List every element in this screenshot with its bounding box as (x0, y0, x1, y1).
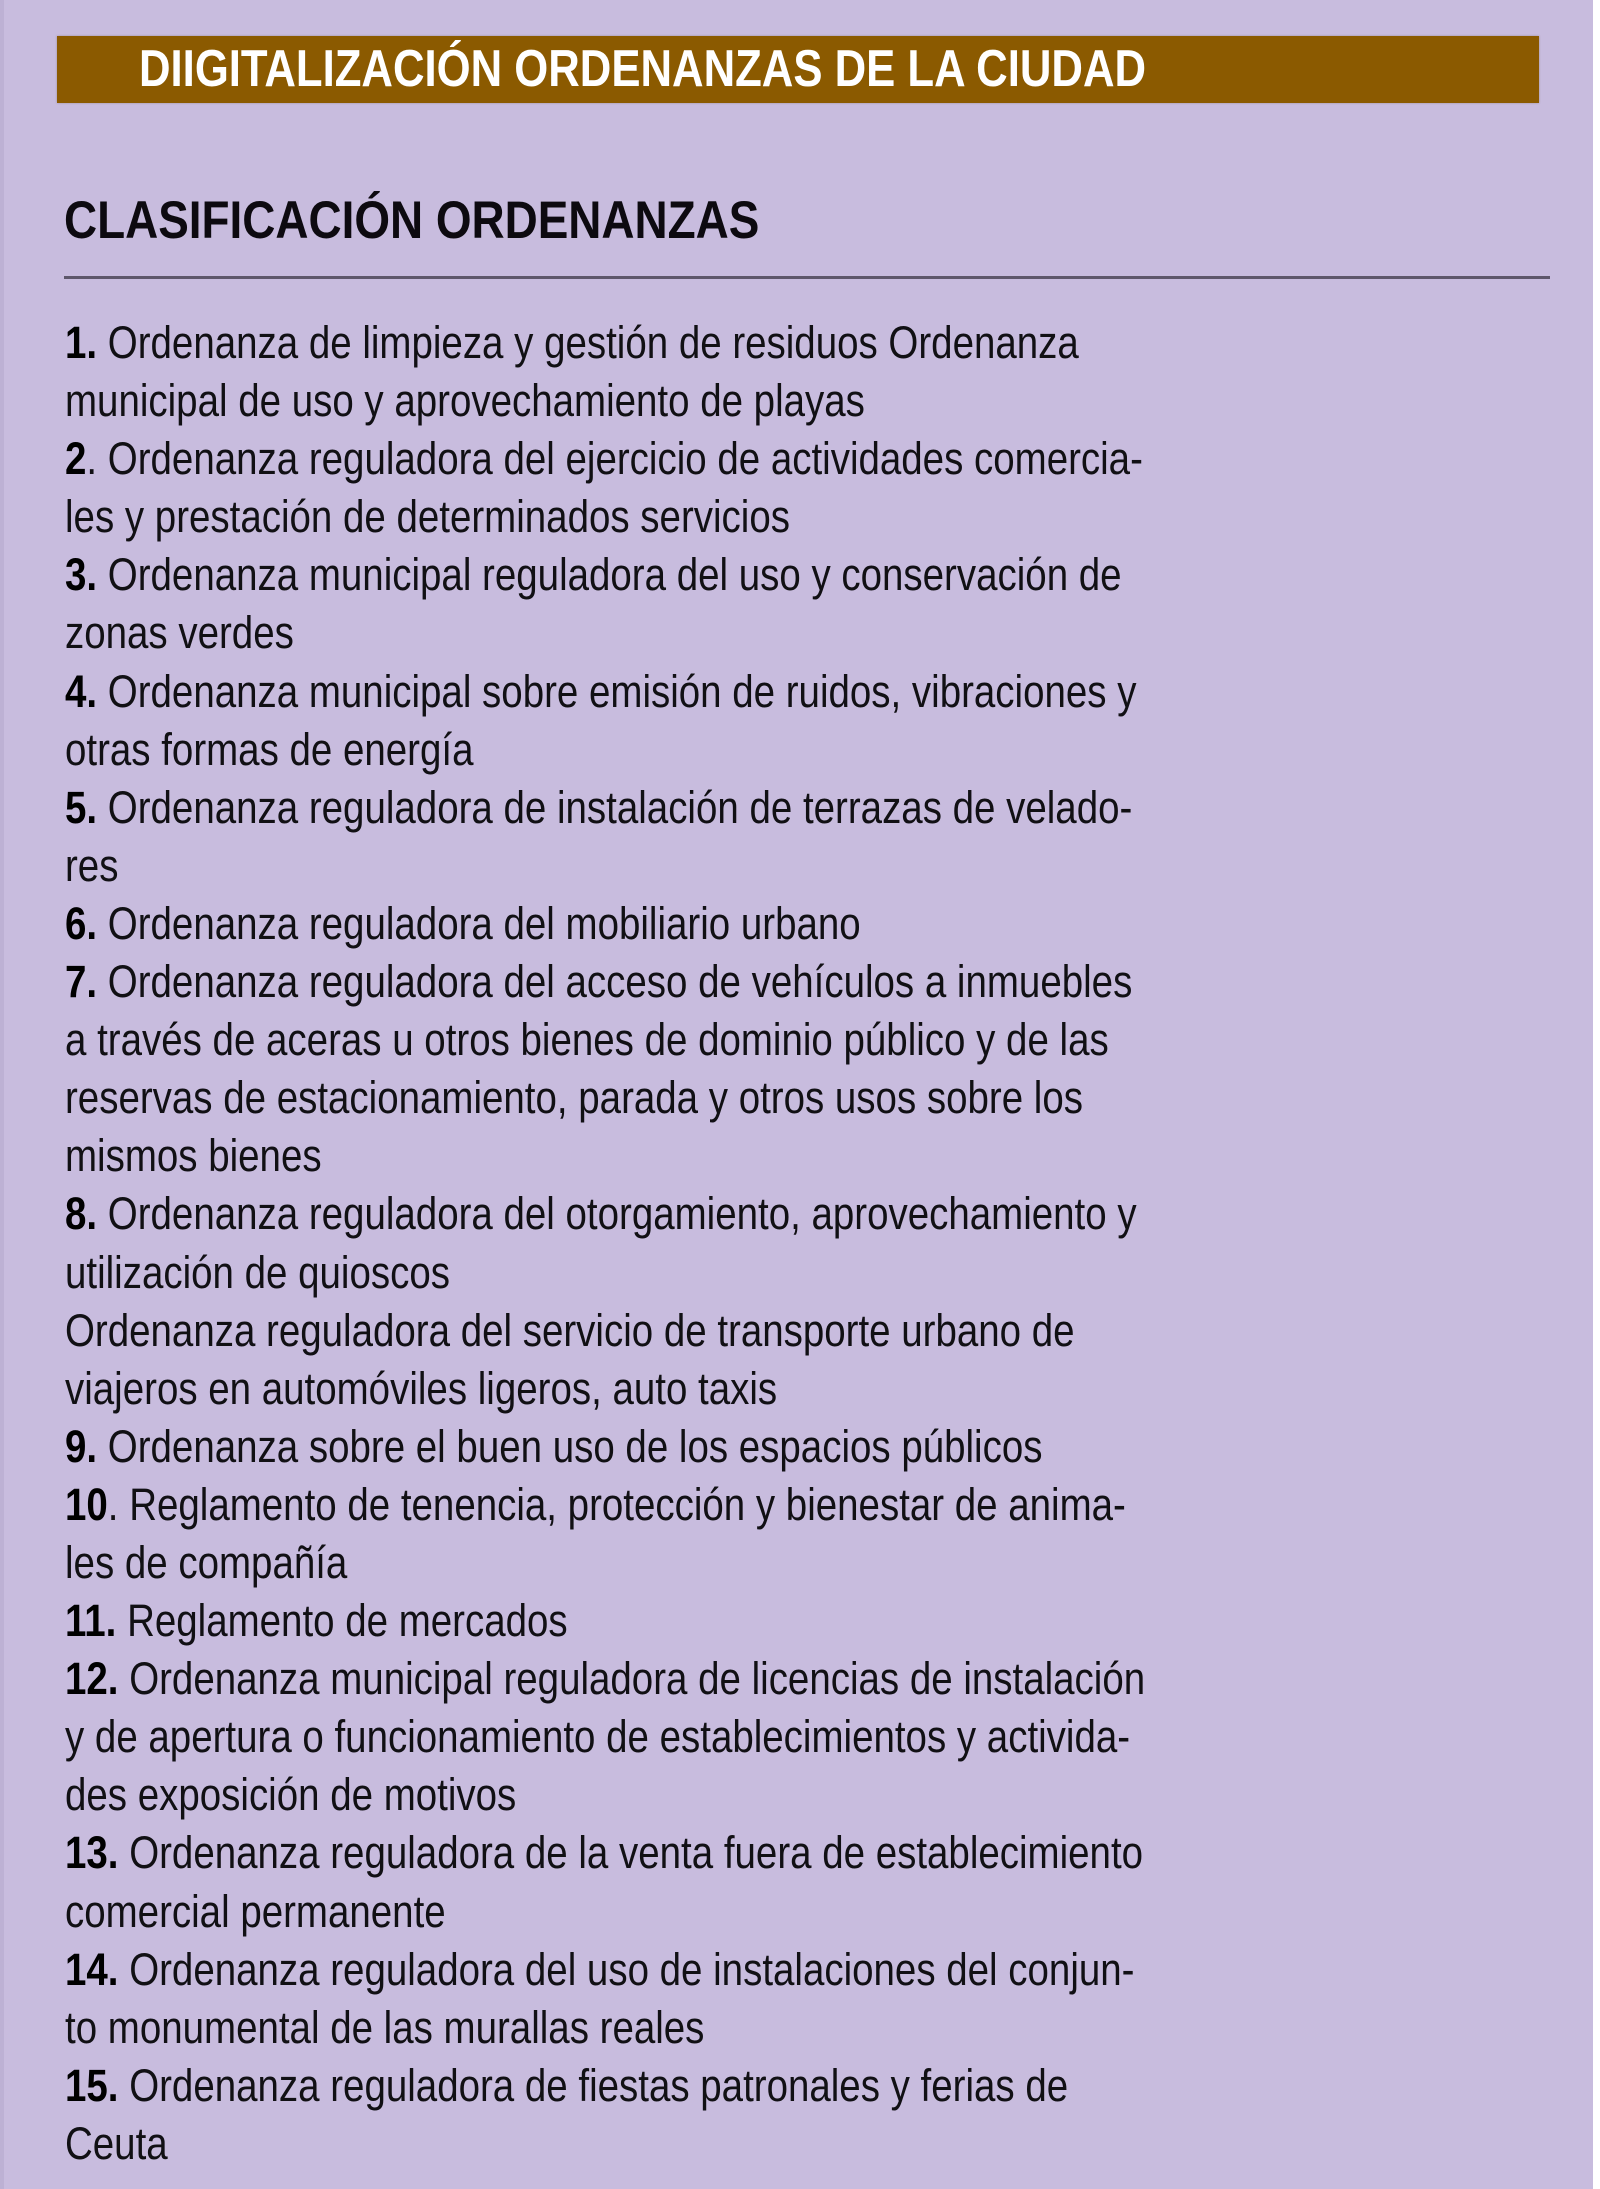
list-item-line: viajeros en automóviles ligeros, auto taxis (65, 1362, 778, 1414)
list-item-line: Ceuta (65, 2117, 168, 2169)
list-item (65, 1592, 1555, 1650)
list-item (65, 2057, 1555, 2173)
item-number: 15 (65, 2059, 108, 2111)
list-item-line: municipal de uso y aprovechamiento de playas (65, 375, 865, 427)
list-item (65, 895, 1555, 953)
item-number: 14 (65, 1943, 108, 1995)
ordinance-list (65, 314, 1555, 2173)
list-item-line: Ordenanza reguladora del servicio de transporte urbano de (65, 1304, 1075, 1356)
list-item-line: res (65, 839, 119, 891)
item-number: 13 (65, 1827, 108, 1879)
list-item (65, 779, 1555, 895)
list-item-line: 5. Ordenanza reguladora de instalación de terrazas de velado- (65, 781, 1133, 833)
list-item-line: mismos bienes (65, 1130, 322, 1182)
list-item (65, 1941, 1555, 2057)
list-item (65, 1476, 1555, 1592)
list-item-line: zonas verdes (65, 607, 294, 659)
list-item-line: 10. Reglamento de tenencia, protección y bienestar de anima- (65, 1478, 1126, 1530)
item-number: 3 (65, 549, 87, 601)
list-item-line: les de compañía (65, 1536, 348, 1588)
list-item (65, 430, 1555, 546)
list-item-line: 8. Ordenanza reguladora del otorgamiento, aprovechamiento y (65, 1188, 1137, 1240)
list-item-line: 14. Ordenanza reguladora del uso de instalaciones del conjun- (65, 1943, 1135, 1995)
item-number: 10 (65, 1478, 108, 1530)
list-item (65, 953, 1555, 1185)
list-item-line: 9. Ordenanza sobre el buen uso de los espacios públicos (65, 1420, 1043, 1472)
list-item-line: 15. Ordenanza reguladora de fiestas patronales y ferias de (65, 2059, 1069, 2111)
heading-divider (64, 276, 1550, 279)
list-item (65, 1185, 1555, 1417)
list-item (65, 1824, 1555, 1940)
list-item-line: y de apertura o funcionamiento de establecimientos y activida- (65, 1711, 1131, 1763)
list-item-line: les y prestación de determinados servicios (65, 491, 790, 543)
list-item (65, 663, 1555, 779)
list-item (65, 1418, 1555, 1476)
item-number: 2 (65, 433, 87, 485)
item-number: 4 (65, 665, 87, 717)
item-number: 1 (65, 317, 87, 368)
list-item-line: 1. Ordenanza de limpieza y gestión de residuos Ordenanza (65, 317, 1079, 368)
list-item-line: reservas de estacionamiento, parada y otros usos sobre los (65, 1072, 1083, 1124)
list-item (65, 1650, 1555, 1824)
list-item-line: otras formas de energía (65, 723, 474, 775)
list-item-line: to monumental de las murallas reales (65, 2001, 705, 2053)
item-number: 6 (65, 897, 87, 949)
list-item-line: 12. Ordenanza municipal reguladora de licencias de instalación (65, 1653, 1146, 1705)
list-item-line: 4. Ordenanza municipal sobre emisión de ruidos, vibraciones y (65, 665, 1137, 717)
item-number: 8 (65, 1188, 87, 1240)
title-banner (57, 36, 1539, 103)
list-item (65, 546, 1555, 662)
banner-title: DIIGITALIZACIÓN ORDENANZAS DE LA CIUDAD (139, 40, 1147, 98)
list-item-line: 11. Reglamento de mercados (65, 1595, 568, 1647)
list-item-line: 7. Ordenanza reguladora del acceso de vehículos a inmuebles (65, 956, 1133, 1008)
item-number: 7 (65, 956, 87, 1008)
item-number: 12 (65, 1653, 108, 1705)
item-number: 5 (65, 781, 87, 833)
section-heading: CLASIFICACIÓN ORDENANZAS (64, 191, 760, 250)
list-item-line: 6. Ordenanza reguladora del mobiliario urbano (65, 897, 861, 949)
list-item-line: 13. Ordenanza reguladora de la venta fuera de establecimiento (65, 1827, 1144, 1879)
list-item-line: comercial permanente (65, 1885, 446, 1937)
list-item-line: 2. Ordenanza reguladora del ejercicio de actividades comercia- (65, 433, 1143, 485)
list-item-line: 3. Ordenanza municipal reguladora del uso y conservación de (65, 549, 1122, 601)
list-item-line: des exposición de motivos (65, 1769, 517, 1821)
list-item-line: a través de aceras u otros bienes de dominio público y de las (65, 1014, 1109, 1066)
list-item-line: utilización de quioscos (65, 1246, 450, 1298)
item-number: 9 (65, 1420, 87, 1472)
list-item (65, 314, 1555, 430)
item-number: 11 (65, 1595, 106, 1647)
